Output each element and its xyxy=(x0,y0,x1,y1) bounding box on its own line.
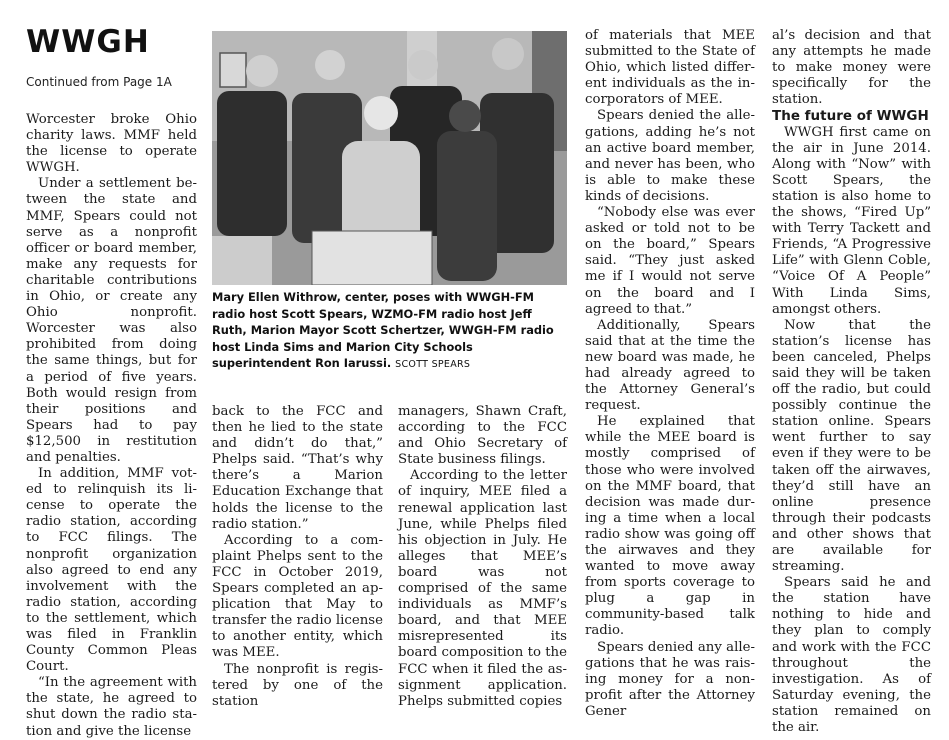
photo-caption xyxy=(212,289,570,374)
article-column-4 xyxy=(585,28,755,720)
article-column-5 xyxy=(772,28,931,736)
paragraph: “In the agreement with the state, he agreed to shut down the radio station and give the license xyxy=(26,675,197,739)
photo-credit: SCOTT SPEARS xyxy=(395,359,471,371)
paragraph: al’s decision and that any attempts he made to make money were specifically for the station. xyxy=(772,28,931,108)
paragraph: Spears said he and the station have nothing to hide and they plan to comply and work with the FCC throughout the investigation. As of Saturday evening, the station remained on the air. xyxy=(772,575,931,736)
article-column-1 xyxy=(26,112,197,740)
paragraph: Under a settlement between the state and MMF, Spears could not serve as a nonprofit officer or board member, make any requests for charitable contributions in Ohio, or create any Ohio nonprofit. Worcester was also prohibited from doing the same things, but for a period of five years. Both would resign from their positions and Spears had to pay $12,500 in restitution and penalties. xyxy=(26,176,197,465)
paragraph: He explained that while the MEE board is mostly comprised of those who were involved on the MMF board, that decision was made during a time when a local radio show was going off the airwaves and they wanted to move away from sports coverage to plug a gap in community-based talk radio. xyxy=(585,414,755,639)
caption-text: Mary Ellen Withrow, center, poses with WWGH-FM radio host Scott Spears, WZMO-FM radio host Jeff Ruth, Marion Mayor Scott Schertzer, WWGH-FM radio host Linda Sims and Marion City Schools superintendent Ron Iarussi. xyxy=(212,290,554,371)
headline: WWGH xyxy=(26,24,150,60)
paragraph: “Nobody else was ever asked or told not to be on the board,” Spears said. “They just asked me if I would not serve on the board and I agreed to that.” xyxy=(585,205,755,317)
article-column-3 xyxy=(398,404,567,710)
continued-from-label: Continued from Page 1A xyxy=(26,75,172,89)
paragraph: According to the letter of inquiry, MEE filed a renewal application last June, while Phelps filed his objection in July. He alleges that MEE’s board was not comprised of the same individuals as MMF’s board, and that MEE misrepresented its board composition to the FCC when it filed the assignment application. Phelps submitted copies xyxy=(398,468,567,709)
paragraph: The nonprofit is registered by one of the station xyxy=(212,661,383,709)
paragraph: back to the FCC and then he lied to the state and didn’t do that,” Phelps said. “That’s why there’s a Marion Education Exchange that holds the license to the radio station.” xyxy=(212,404,383,532)
paragraph: WWGH first came on the air in June 2014. Along with “Now” with Scott Spears, the station is also home to the shows, “Fired Up” with Terry Tackett and Friends, “A Progressive Life” with Glenn Coble, “Voice Of A People” With Linda Sims, amongst others. xyxy=(772,124,931,317)
paragraph: In addition, MMF voted to relinquish its license to operate the radio station, according to FCC filings. The nonprofit organization also agreed to end any involvement with the radio station, according to the settlement, which was filed in Franklin County Common Pleas Court. xyxy=(26,466,197,675)
paragraph: Spears denied any allegations that he was raising money for a non-profit after the Attorney Gener xyxy=(585,639,755,719)
paragraph: Now that the station’s license has been canceled, Phelps said they will be taken off the radio, but could possibly continue the station online. Spears went further to say even if they were to be taken off the airwaves, they’d still have an online presence through their podcasts and other shows that are available for streaming. xyxy=(772,317,931,575)
section-subhead: The future of WWGH xyxy=(772,108,929,125)
paragraph: managers, Shawn Craft, according to the FCC and Ohio Secretary of State business filings. xyxy=(398,404,567,468)
paragraph: of materials that MEE submitted to the State of Ohio, which listed different individuals as the incorporators of MEE. xyxy=(585,28,755,108)
news-photo xyxy=(212,31,567,285)
article-column-2 xyxy=(212,404,383,710)
paragraph: Worcester broke Ohio charity laws. MMF held the license to operate WWGH. xyxy=(26,112,197,176)
paragraph: Additionally, Spears said that at the time the new board was made, he had already agreed to the Attorney General’s request. xyxy=(585,317,755,414)
paragraph: According to a complaint Phelps sent to the FCC in October 2019, Spears completed an application that May to transfer the radio license to another entity, which was MEE. xyxy=(212,532,383,661)
paragraph: Spears denied the allegations, adding he’s not an active board member, and never has been, who is able to make these kinds of decisions. xyxy=(585,108,755,204)
